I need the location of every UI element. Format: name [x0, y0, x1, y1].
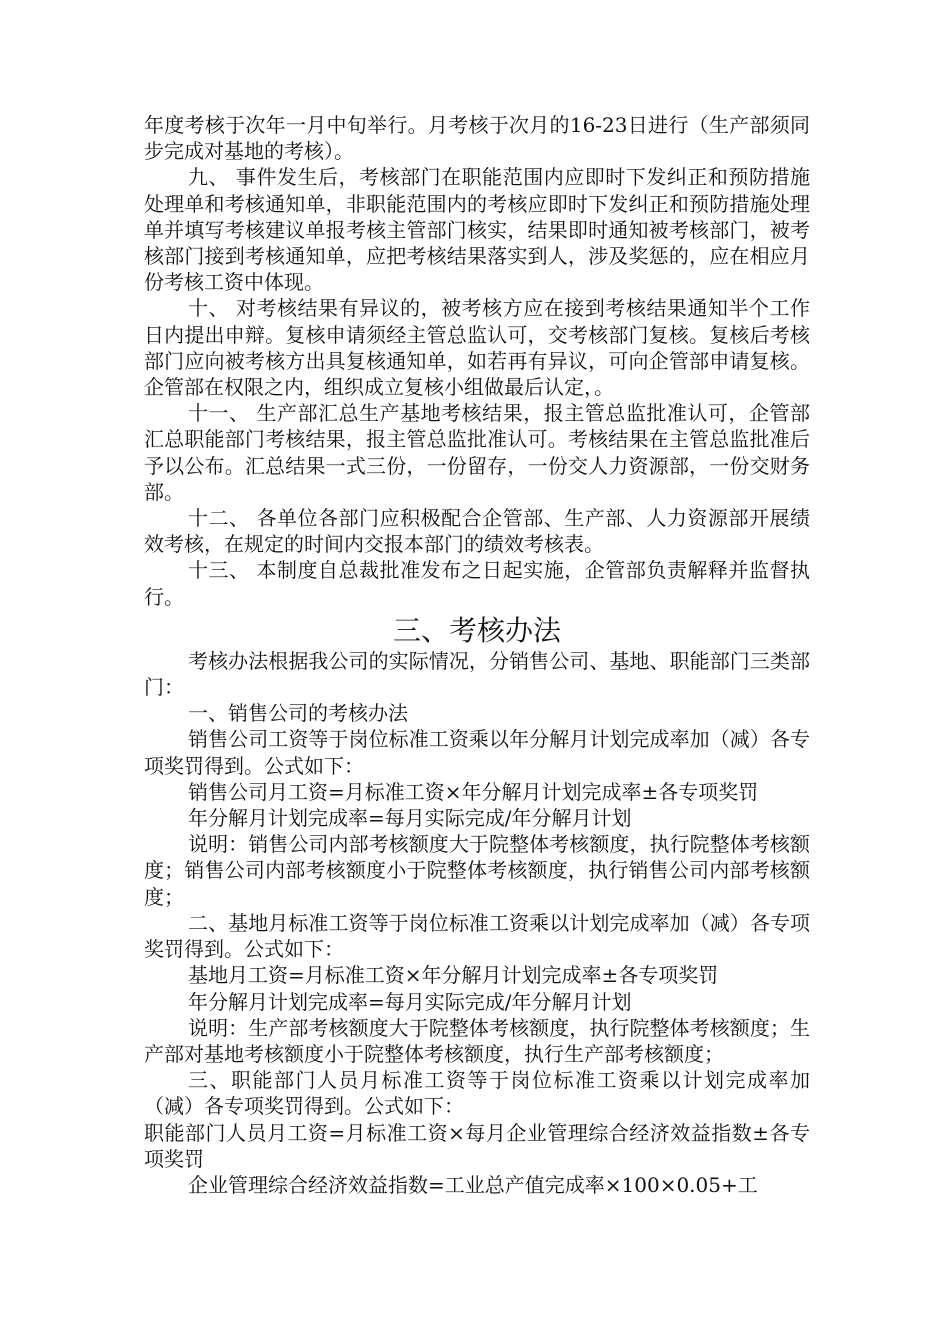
paragraph-sales-salary: 销售公司工资等于岗位标准工资乘以年分解月计划完成率加（减）各专项奖罚得到。公式如下： — [144, 727, 810, 778]
subheading-sales: 一、销售公司的考核办法 — [188, 701, 408, 726]
note-base: 说明：生产部考核额度大于院整体考核额度，执行院整体考核额度；生产部对基地考核额度小于院整体考核额度，执行生产部考核额度； — [144, 1015, 810, 1066]
formula-base-salary: 基地月工资=月标准工资×年分解月计划完成率±各专项奖罚 — [188, 963, 719, 988]
paragraph-item-12: 十二、 各单位各部门应积极配合企管部、生产部、人力资源部开展绩效考核，在规定的时间内交报本部门的绩效考核表。 — [144, 506, 810, 557]
document-body — [144, 112, 810, 1198]
note-sales: 说明：销售公司内部考核额度大于院整体考核额度，执行院整体考核额度；销售公司内部考核额度小于院整体考核额度，执行销售公司内部考核额度； — [144, 832, 810, 909]
paragraph-item-11: 十一、 生产部汇总生产基地考核结果，报主管总监批准认可，企管部汇总职能部门考核结果，报主管总监批准认可。考核结果在主管总监批准后予以公布。汇总结果一式三份，一份留存，一份交人力资源部，一份交财务部。 — [144, 401, 810, 504]
paragraph-item-9: 九、 事件发生后，考核部门在职能范围内应即时下发纠正和预防措施处理单和考核通知单，非职能范围内的考核应即时下发纠正和预防措施处理单并填写考核建议单报考核主管部门核实，结果即时通知被考核部门，被考核部门接到考核通知单，应把考核结果落实到人，涉及奖惩的，应在相应月份考核工资中体现。 — [144, 165, 810, 295]
paragraph-annual-review: 年度考核于次年一月中旬举行。月考核于次月的16-23日进行（生产部须同步完成对基地的考核）。 — [144, 113, 810, 164]
paragraph-intro: 考核办法根据我公司的实际情况，分销售公司、基地、职能部门三类部门： — [144, 648, 810, 700]
paragraph-functional-salary: 三、职能部门人员月标准工资等于岗位标准工资乘以计划完成率加（减）各专项奖罚得到。公式如下： — [144, 1068, 810, 1119]
paragraph-item-10: 十、 对考核结果有异议的，被考核方应在接到考核结果通知半个工作日内提出申辩。复核申请须经主管总监认可，交考核部门复核。复核后考核部门应向被考核方出具复核通知单，如若再有异议，可向企管部申请复核。企管部在权限之内，组织成立复核小组做最后认定，。 — [144, 296, 810, 400]
section-heading: 三、考核办法 — [392, 613, 561, 647]
paragraph-base-salary: 二、基地月标准工资等于岗位标准工资乘以计划完成率加（减）各专项奖罚得到。公式如下： — [144, 910, 810, 962]
formula-functional-salary: 职能部门人员月工资=月标准工资×每月企业管理综合经济效益指数±各专项奖罚 — [144, 1120, 810, 1171]
formula-efficiency-index: 企业管理综合经济效益指数=工业总产值完成率×100×0.05+工 — [188, 1172, 758, 1197]
formula-base-rate: 年分解月计划完成率=每月实际完成/年分解月计划 — [188, 989, 632, 1014]
formula-sales-salary: 销售公司月工资=月标准工资×年分解月计划完成率±各专项奖罚 — [188, 779, 759, 804]
paragraph-item-13: 十三、 本制度自总裁批准发布之日起实施，企管部负责解释并监督执行。 — [144, 558, 810, 609]
formula-sales-rate: 年分解月计划完成率=每月实际完成/年分解月计划 — [188, 806, 632, 831]
